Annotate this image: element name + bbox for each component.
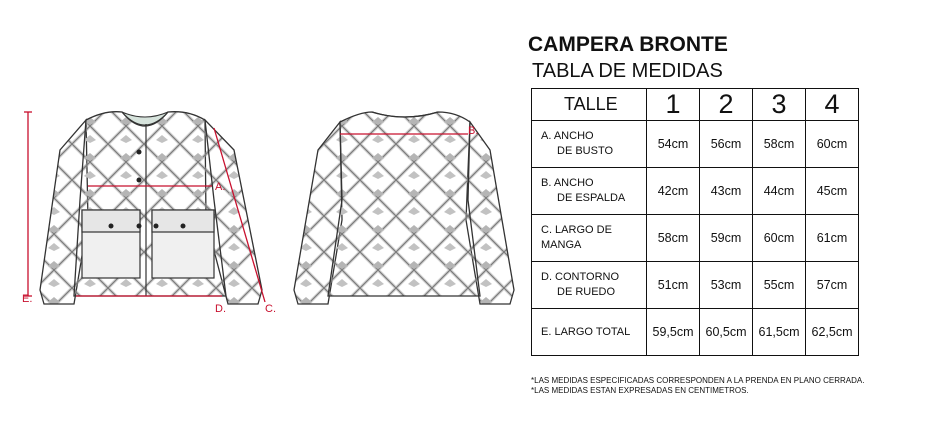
table-cell: 60cm bbox=[753, 215, 806, 262]
size-header: 3 bbox=[753, 89, 806, 121]
table-cell: 60,5cm bbox=[700, 309, 753, 356]
jacket-back bbox=[294, 112, 514, 304]
table-row bbox=[532, 215, 859, 262]
table-cell: 56cm bbox=[700, 121, 753, 168]
table-cell: 55cm bbox=[753, 262, 806, 309]
table-cell: 51cm bbox=[647, 262, 700, 309]
table-cell: 61cm bbox=[806, 215, 859, 262]
footnotes bbox=[531, 376, 864, 396]
table-cell: 44cm bbox=[753, 168, 806, 215]
size-header: 2 bbox=[700, 89, 753, 121]
table-cell: 45cm bbox=[806, 168, 859, 215]
size-header: 4 bbox=[806, 89, 859, 121]
table-cell: 58cm bbox=[647, 215, 700, 262]
size-table bbox=[531, 88, 859, 356]
jacket-front bbox=[40, 112, 262, 304]
back-body bbox=[328, 112, 480, 296]
table-cell: 53cm bbox=[700, 262, 753, 309]
pocket-flap-right bbox=[152, 210, 214, 232]
measure-a-label: A. bbox=[215, 181, 226, 193]
measure-name: B. ANCHO DE ESPALDA bbox=[532, 168, 647, 215]
table-cell: 58cm bbox=[753, 121, 806, 168]
table-row bbox=[532, 168, 859, 215]
table-cell: 42cm bbox=[647, 168, 700, 215]
measure-b-label: B. bbox=[468, 125, 479, 137]
pocket-flap-left bbox=[82, 210, 140, 232]
measure-d-label: D. bbox=[215, 303, 226, 315]
table-cell: 57cm bbox=[806, 262, 859, 309]
table-cell: 54cm bbox=[647, 121, 700, 168]
size-header: 1 bbox=[647, 89, 700, 121]
product-title: CAMPERA BRONTE bbox=[528, 33, 728, 56]
table-cell: 59,5cm bbox=[647, 309, 700, 356]
measure-name: D. CONTORNO DE RUEDO bbox=[532, 262, 647, 309]
table-cell: 43cm bbox=[700, 168, 753, 215]
measure-name: E. LARGO TOTAL bbox=[532, 309, 647, 356]
measure-c-label: C. bbox=[265, 303, 276, 315]
size-chart-title: TABLA DE MEDIDAS bbox=[532, 60, 723, 82]
table-cell: 62,5cm bbox=[806, 309, 859, 356]
table-cell: 60cm bbox=[806, 121, 859, 168]
footnote: *LAS MEDIDAS ESTAN EXPRESADAS EN CENTIMETROS. bbox=[531, 386, 749, 395]
table-cell: 59cm bbox=[700, 215, 753, 262]
measure-e-label: E. bbox=[22, 293, 33, 305]
table-row bbox=[532, 262, 859, 309]
talle-header: TALLE bbox=[532, 89, 647, 121]
table-row bbox=[532, 309, 859, 356]
measure-name: A. ANCHO DE BUSTO bbox=[532, 121, 647, 168]
table-row bbox=[532, 121, 859, 168]
measure-name: C. LARGO DE MANGA bbox=[532, 215, 647, 262]
footnote: *LAS MEDIDAS ESPECIFICADAS CORRESPONDEN A LA PRENDA EN PLANO CERRADA. bbox=[531, 376, 865, 385]
table-cell: 61,5cm bbox=[753, 309, 806, 356]
table-header-row bbox=[532, 89, 859, 121]
